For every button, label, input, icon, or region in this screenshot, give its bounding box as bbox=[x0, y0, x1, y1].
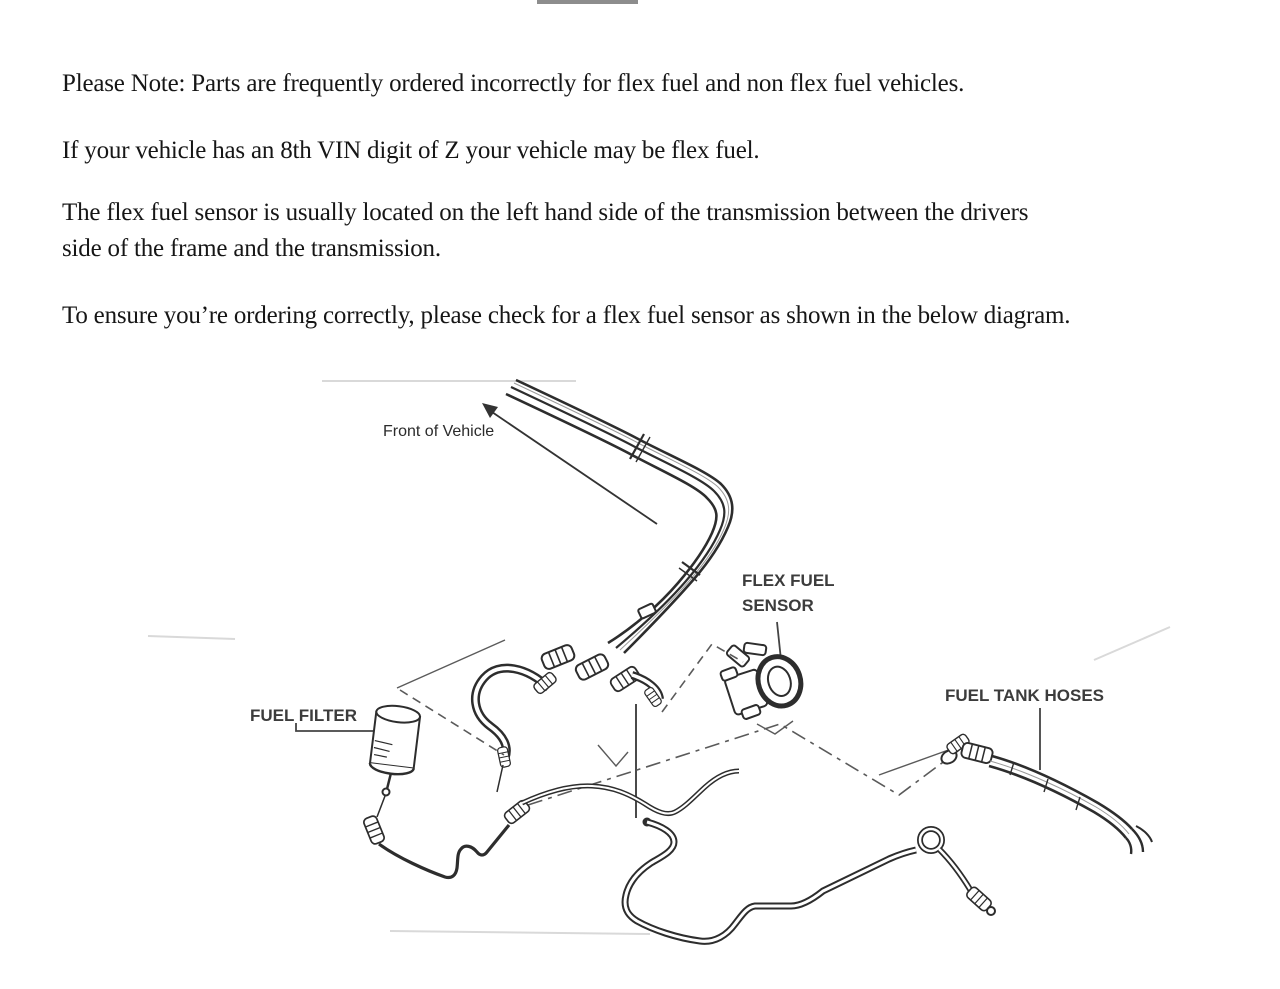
line-bracket-tab bbox=[638, 603, 657, 619]
note-line-3: The flex fuel sensor is usually located on the left hand side of the transmission between the drivers bbox=[62, 199, 1029, 226]
note-line-2: If your vehicle has an 8th VIN digit of Z your vehicle may be flex fuel. bbox=[62, 137, 760, 164]
front-of-vehicle-label: Front of Vehicle bbox=[383, 423, 495, 440]
faint-scan-artifacts bbox=[148, 381, 1170, 934]
fuel-line-bottom bbox=[625, 818, 995, 942]
note-line-4: side of the frame and the transmission. bbox=[62, 235, 441, 262]
fuel-line-middle bbox=[522, 771, 739, 814]
main-fuel-line-bundle bbox=[506, 380, 732, 653]
note-line-1: Please Note: Parts are frequently ordered incorrectly for flex fuel and non flex fuel vehicles. bbox=[62, 70, 965, 97]
note-line-5: To ensure you’re ordering correctly, please check for a flex fuel sensor as shown in the below diagram. bbox=[62, 302, 1071, 329]
front-of-vehicle-arrow-icon bbox=[482, 403, 657, 524]
fuel-tank-hoses-part bbox=[939, 708, 1152, 854]
fuel-filter-body bbox=[369, 704, 421, 777]
flex-fuel-sensor-label-line2: SENSOR bbox=[742, 596, 814, 615]
fuel-tank-hoses-label: FUEL TANK HOSES bbox=[945, 686, 1104, 705]
fuel-filter-label: FUEL FILTER bbox=[250, 706, 358, 725]
flex-fuel-sensor-label-line1: FLEX FUEL bbox=[742, 571, 835, 590]
flex-fuel-sensor-part bbox=[720, 622, 807, 734]
curved-fuel-hose-left bbox=[475, 668, 557, 792]
